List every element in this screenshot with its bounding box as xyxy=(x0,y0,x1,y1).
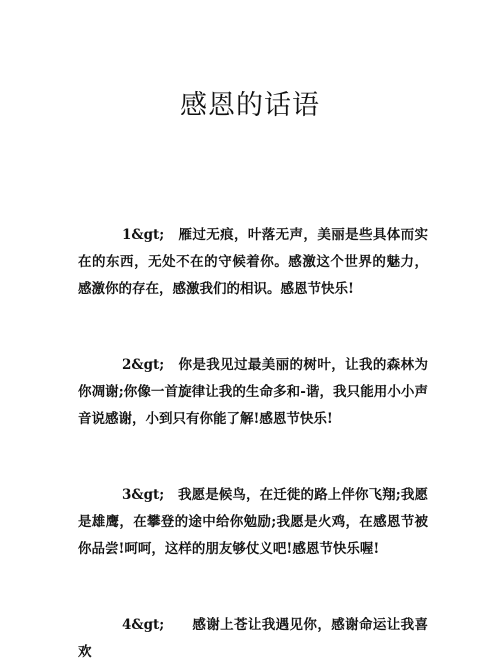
paragraph-2: 2&gt; 你是我见过最美丽的树叶，让我的森林为你凋谢;你像一首旋律让我的生命多和-谐，我只能用小小声音说感谢，小到只有你能了解!感恩节快乐! xyxy=(78,357,428,427)
document-title: 感恩的话语 xyxy=(180,90,320,121)
paragraph-1: 1&gt; 雁过无痕，叶落无声，美丽是些具体而实在的东西，无处不在的守候着你。感激这个世界的魅力，感激你的存在，感激我们的相识。感恩节快乐! xyxy=(78,227,428,297)
paragraph-4: 4&gt; 感谢上苍让我遇见你，感谢命运让我喜欢 xyxy=(78,617,428,660)
paragraph-3: 3&gt; 我愿是候鸟，在迁徙的路上伴你飞翔;我愿是雄鹰，在攀登的途中给你勉励;我愿是火鸡，在感恩节被你品尝!呵呵，这样的朋友够仗义吧!感恩节快乐喔! xyxy=(78,487,428,557)
